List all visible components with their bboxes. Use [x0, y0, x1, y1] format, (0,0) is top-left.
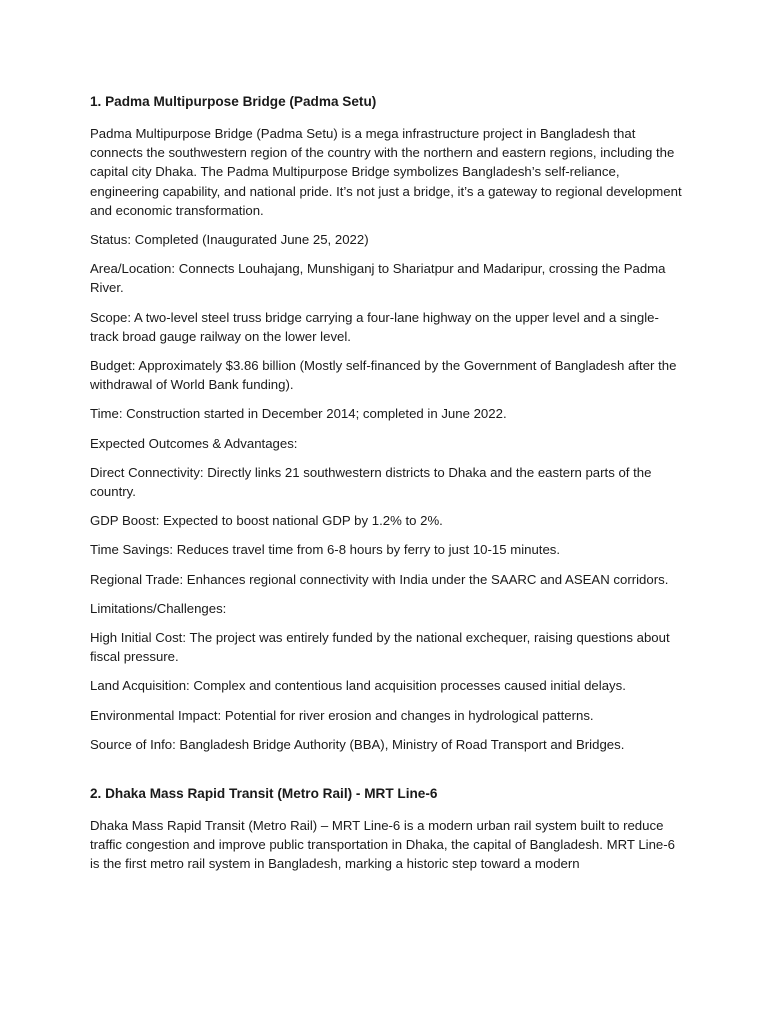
source-line: Source of Info: Bangladesh Bridge Authority (BBA), Ministry of Road Transport and Bridges. [90, 736, 625, 752]
section-heading: 1. Padma Multipurpose Bridge (Padma Setu) [90, 94, 377, 109]
time-line: Time: Construction started in December 2014; completed in June 2022. [90, 406, 507, 422]
outcomes-label: Expected Outcomes & Advantages: [90, 435, 298, 451]
scope-line: Scope: A two-level steel truss bridge carrying a four-lane highway on the upper level and a single-track broad gauge railway on the lower level. [90, 309, 659, 344]
section-padma-bridge [90, 92, 682, 754]
document-page [90, 92, 682, 884]
limitation-land: Land Acquisition: Complex and contentious land acquisition processes caused initial delays. [90, 678, 626, 694]
section-heading: 2. Dhaka Mass Rapid Transit (Metro Rail) - MRT Line-6 [90, 786, 438, 802]
outcome-time-savings: Time Savings: Reduces travel time from 6-8 hours by ferry to just 10-15 minutes. [90, 542, 561, 558]
section-metro-rail [90, 784, 682, 874]
limitation-environment: Environmental Impact: Potential for river erosion and changes in hydrological patterns. [90, 707, 594, 723]
limitations-label: Limitations/Challenges: [90, 600, 227, 616]
outcome-regional-trade: Regional Trade: Enhances regional connectivity with India under the SAARC and ASEAN corridors. [90, 571, 669, 587]
status-line: Status: Completed (Inaugurated June 25, 2022) [90, 232, 369, 248]
intro-paragraph: Padma Multipurpose Bridge (Padma Setu) is a mega infrastructure project in Bangladesh that connects the southwestern region of the country with the northern and eastern regions, including the capital city Dhaka. The Padma Multipurpose Bridge symbolizes Bangladesh’s self-reliance, engineering capability, and national pride. It’s not just a bridge, it’s a gateway to regional development and economic transformation. [90, 126, 682, 218]
outcome-connectivity: Direct Connectivity: Directly links 21 southwestern districts to Dhaka and the eastern parts of the country. [90, 464, 652, 500]
budget-line: Budget: Approximately $3.86 billion (Mostly self-financed by the Government of Bangladesh after the withdrawal of World Bank funding). [90, 358, 677, 393]
outcome-gdp: GDP Boost: Expected to boost national GDP by 1.2% to 2%. [90, 513, 443, 529]
intro-paragraph: Dhaka Mass Rapid Transit (Metro Rail) – MRT Line-6 is a modern urban rail system built to reduce traffic congestion and improve public transportation in Dhaka, the capital of Bangladesh. MRT Line-6 is the first metro rail system in Bangladesh, marking a historic step toward a modern [90, 818, 675, 872]
location-line: Area/Location: Connects Louhajang, Munshiganj to Shariatpur and Madaripur, crossing the Padma River. [90, 261, 666, 296]
limitation-cost: High Initial Cost: The project was entirely funded by the national exchequer, raising questions about fiscal pressure. [90, 630, 670, 665]
